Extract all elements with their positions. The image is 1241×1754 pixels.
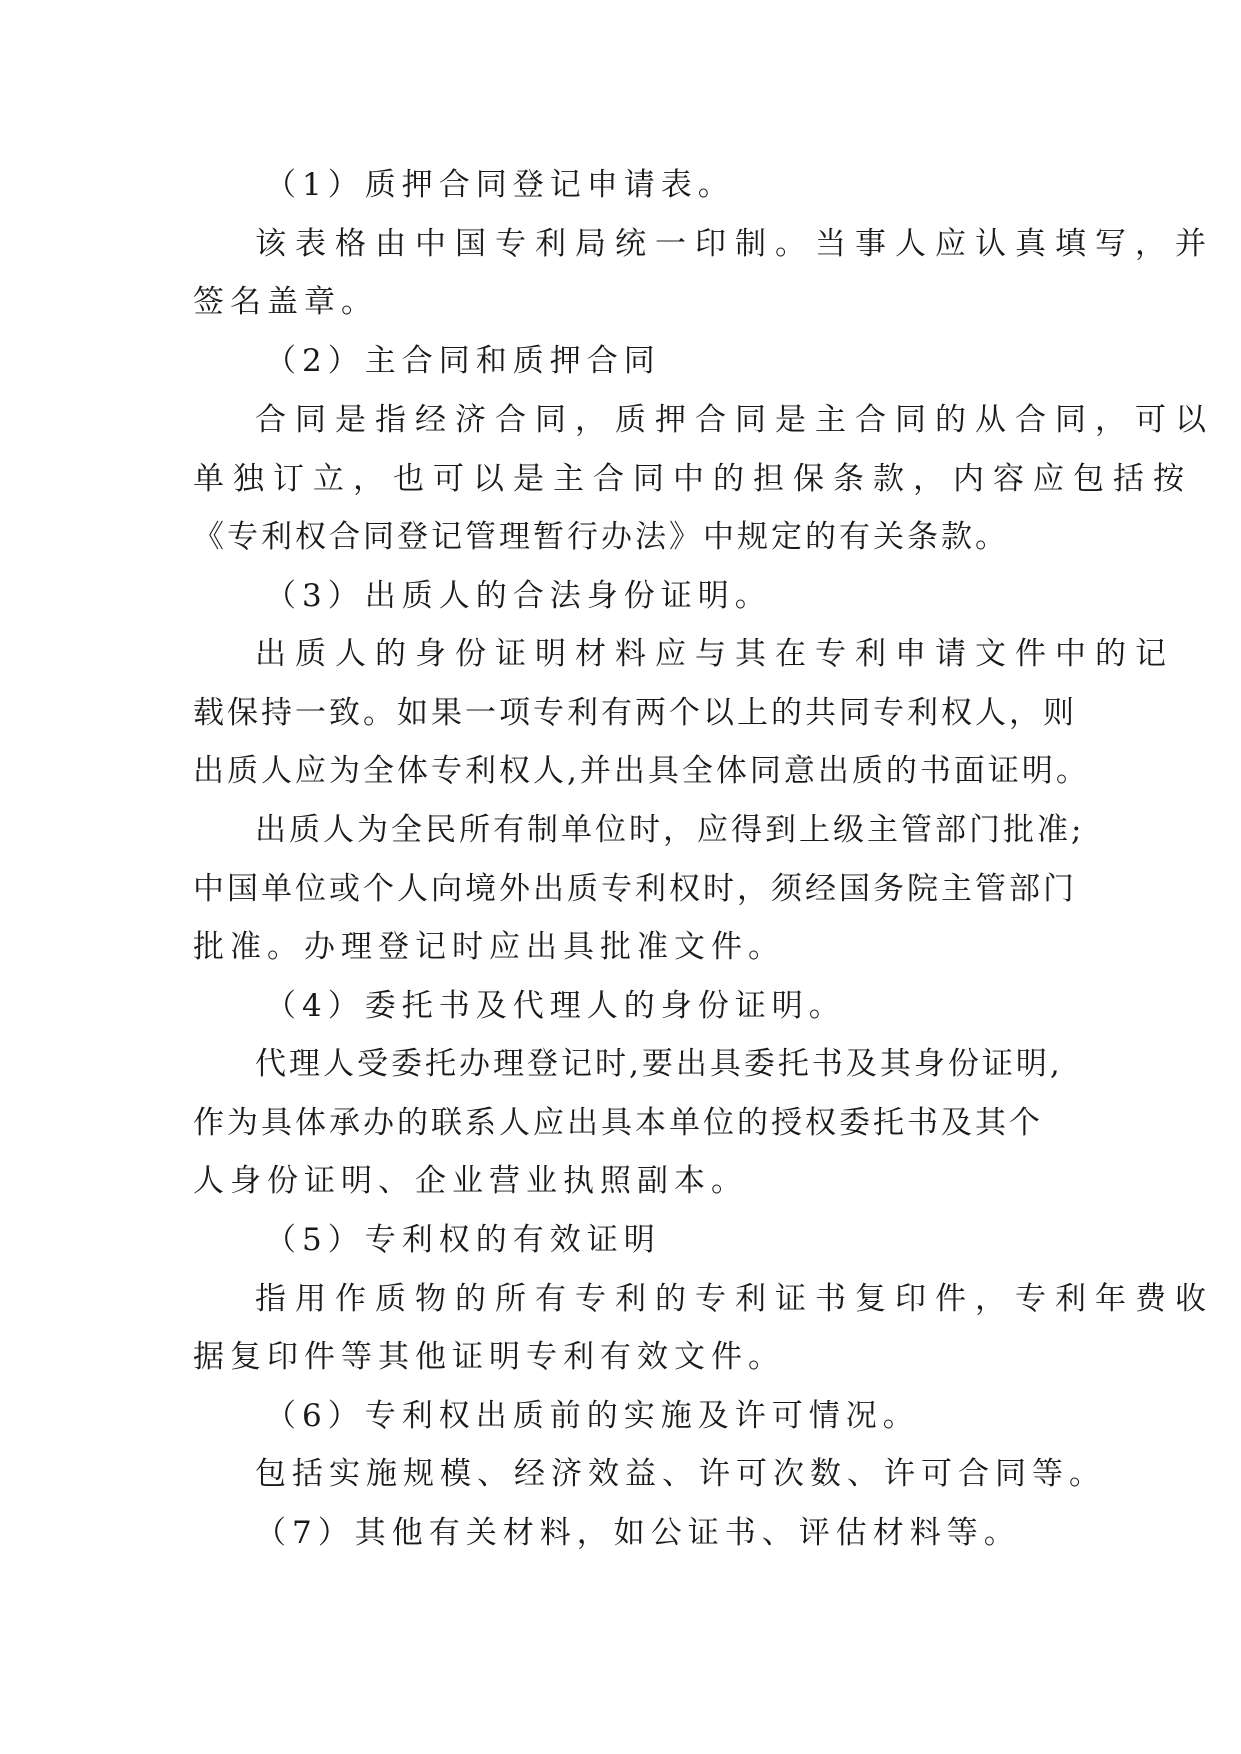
item-heading-2: （2）主合同和质押合同 — [265, 343, 661, 379]
paragraph-line: 指用作质物的所有专利的专利证书复印件，专利年费收 — [255, 1281, 1215, 1317]
paragraph-line: 人身份证明、企业营业执照副本。 — [193, 1163, 748, 1199]
item-heading-1: （1）质押合同登记申请表。 — [265, 167, 735, 203]
paragraph-line: 代理人受委托办理登记时,要出具委托书及其身份证明, — [255, 1046, 1063, 1082]
item-heading-4: （4）委托书及代理人的身份证明。 — [265, 988, 846, 1024]
item-heading-5: （5）专利权的有效证明 — [265, 1222, 661, 1258]
paragraph-line: 签名盖章。 — [193, 284, 378, 320]
paragraph-line: 作为具体承办的联系人应出具本单位的授权委托书及其个 — [193, 1105, 1043, 1141]
paragraph-line: 单独订立，也可以是主合同中的担保条款，内容应包括按 — [193, 461, 1193, 497]
paragraph-line: 出质人应为全体专利权人,并出具全体同意出质的书面证明。 — [193, 753, 1090, 789]
paragraph-line: 出质人为全民所有制单位时，应得到上级主管部门批准; — [255, 812, 1085, 848]
item-heading-3: （3）出质人的合法身份证明。 — [265, 578, 772, 614]
paragraph-line: 包括实施规模、经济效益、许可次数、许可合同等。 — [255, 1456, 1106, 1492]
paragraph-line: 批准。办理登记时应出具批准文件。 — [193, 929, 785, 965]
paragraph-line: 《专利权合同登记管理暂行办法》中规定的有关条款。 — [193, 519, 1009, 555]
paragraph-line: 该表格由中国专利局统一印制。当事人应认真填写，并 — [255, 226, 1215, 262]
paragraph-line: 中国单位或个人向境外出质专利权时，须经国务院主管部门 — [193, 871, 1077, 907]
paragraph-line: 出质人的身份证明材料应与其在专利申请文件中的记 — [255, 636, 1175, 672]
paragraph-line: 载保持一致。如果一项专利有两个以上的共同专利权人，则 — [193, 695, 1077, 731]
item-heading-6: （6）专利权出质前的实施及许可情况。 — [265, 1398, 920, 1434]
item-heading-7: （7）其他有关材料，如公证书、评估材料等。 — [255, 1515, 1021, 1551]
paragraph-line: 合同是指经济合同，质押合同是主合同的从合同，可以 — [255, 402, 1215, 438]
paragraph-line: 据复印件等其他证明专利有效文件。 — [193, 1339, 785, 1375]
